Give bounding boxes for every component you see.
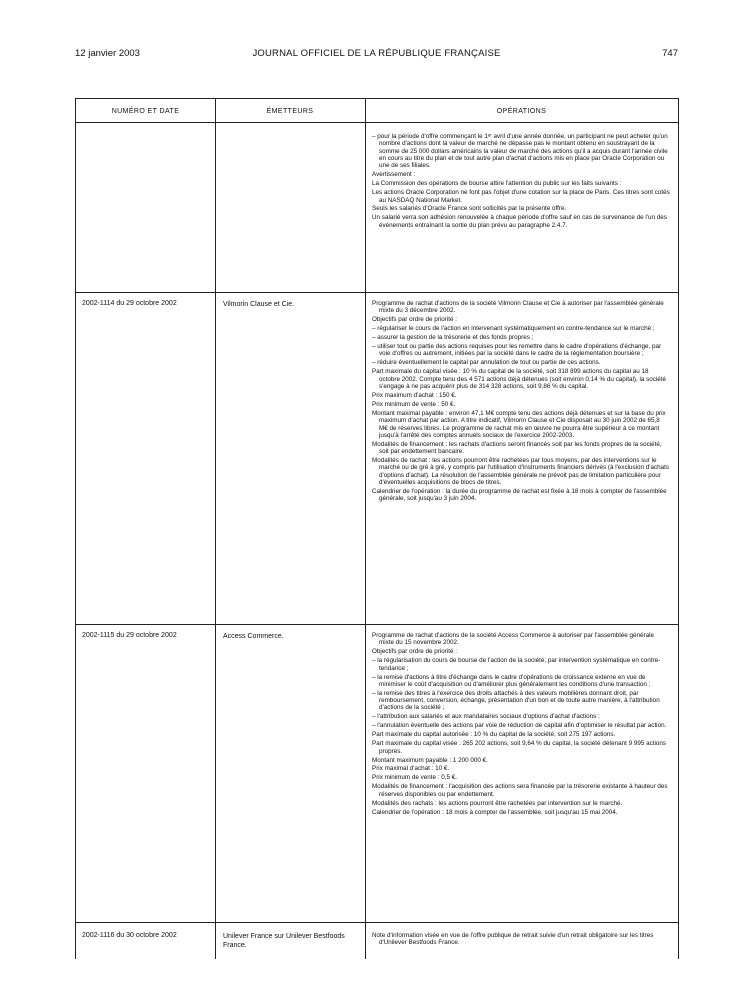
column-header-operations: OPÉRATIONS <box>496 108 547 115</box>
column-divider <box>215 99 216 959</box>
page-number: 747 <box>662 48 678 59</box>
operation-paragraph: Objectifs par ordre de priorité : <box>372 316 458 324</box>
journal-title: JOURNAL OFFICIEL DE LA RÉPUBLIQUE FRANÇAISE <box>252 48 501 59</box>
header-date: 12 janvier 2003 <box>75 48 140 59</box>
operation-paragraph: – régulariser le cours de l'action en intervenant systématiquement en contre-tendance sur le marché ; <box>372 325 655 333</box>
operation-paragraph: Avertissement : <box>372 171 416 179</box>
operation-paragraph: Prix maximal d'achat : 10 €. <box>372 765 450 773</box>
row-emitter: Vilmorin Clause et Cie. <box>223 301 295 308</box>
operation-paragraph: Calendrier de l'opération : 18 mois à compter de l'assemblée, soit jusqu'au 15 mai 2004. <box>372 808 618 816</box>
operation-paragraph: – utiliser tout ou partie des actions requises pour les remettre dans le cadre d'opérations d'échange, par voie d'offres ou autrement, initiées par la société dans le cadre de la réglementation boursière ; <box>372 343 662 358</box>
row-number-date: 2002-1115 du 29 octobre 2002 <box>82 632 177 639</box>
operations-cell <box>372 632 670 817</box>
operation-paragraph: – l'attribution aux salariés et aux mandataires sociaux d'options d'achat d'actions ; <box>372 713 600 721</box>
operation-paragraph: Note d'information visée en vue de l'offre publique de retrait suivie d'un retrait obligatoire sur les titres d'Unilever Bestfoods France. <box>372 932 654 947</box>
operation-paragraph: Modalités de financement : les rachats d'actions seront financés soit par les fonds propres de la société, soit par endettement bancaire. <box>372 440 662 456</box>
operation-paragraph: – l'annulation éventuelle des actions par voie de réduction de capital afin d'optimiser le résultat par action. <box>372 722 667 730</box>
operation-paragraph: – la remise d'actions à titre d'échange dans le cadre d'opérations de croissance externe en vue de minimiser le coût d'acquisition ou d'améliorer plus généralement les conditions d'une transaction ; <box>372 673 651 688</box>
operation-paragraph: Montant maximal payable : environ 47,1 M€ compte tenu des actions déjà détenues et sur la base du prix maximum d'achat par action. A titre indicatif, Vilmorin Clause et Cie disposait au 30 juin 2002 de 65,8 M€ de réserves libres. Le programme de rachat mis en œuvre ne pourra être supérieur à ce montant jusqu'à l'arrêté des comptes annuels sociaux de l'exercice 2002-2003. <box>372 409 666 439</box>
operation-paragraph: – assurer la gestion de la trésorerie et des fonds propres ; <box>372 334 534 342</box>
operation-paragraph: La Commission des opérations de bourse attire l'attention du public sur les faits suivants : <box>372 180 622 188</box>
operations-table <box>75 98 679 959</box>
operation-paragraph: Programme de rachat d'actions de la société Access Commerce à autoriser par l'assemblée générale mixte du 15 novembre 2002. <box>372 632 655 647</box>
operations-cell <box>372 300 670 504</box>
operation-paragraph: Part maximale du capital visée : 265 202 actions, soit 9,64 % du capital, la société détenant 9 995 actions propres. <box>372 740 667 755</box>
row-rule <box>76 624 678 625</box>
column-header-emitters: ÉMETTEURS <box>266 108 314 115</box>
operation-paragraph: Prix minimum de vente : 0,5 €. <box>372 774 458 782</box>
operation-paragraph: Prix maximum d'achat : 150 €. <box>372 391 457 399</box>
header-rule <box>76 122 678 123</box>
row-number-date: 2002-1114 du 29 octobre 2002 <box>82 300 177 307</box>
operation-paragraph: – la régularisation du cours de bourse de l'action de la société, par intervention systématique en contre-tendance ; <box>372 657 661 672</box>
operation-paragraph: Prix minimum de vente : 50 €. <box>372 400 456 408</box>
operation-paragraph: Les actions Oracle Corporation ne font pas l'objet d'une cotation sur la place de Paris. Ces titres sont cotés au NASDAQ National Market. <box>372 189 670 204</box>
operation-paragraph: Modalités de rachat : les actions pourront être rachetées par tous moyens, par des interventions sur le marché ou de gré à gré, y compris par l'utilisation d'instruments financiers dérivés (à l'exclusion d'achats d'options d'achat). La résolution de l'assemblée générale ne prévoit pas de limitation particulière pour d'éventuelles acquisitions de blocs de titres. <box>372 457 670 487</box>
row-emitter: Access Commerce. <box>223 633 284 640</box>
row-emitter: Unilever France sur Unilever Bestfoods France. <box>223 933 345 949</box>
operations-cell <box>372 133 670 231</box>
operations-cell <box>372 932 670 948</box>
operation-paragraph: Un salarié verra son adhésion renouvelée à chaque période d'offre sauf en cas de survenance de l'un des événements entraînant la sortie du plan prévu au paragraphe 2.4.7. <box>372 214 667 229</box>
row-number-date: 2002-1116 du 30 octobre 2002 <box>82 932 177 939</box>
operation-paragraph: Calendrier de l'opération : la durée du programme de rachat est fixée à 18 mois à compter de l'assemblée générale, soit jusqu'au 3 juin 2004. <box>372 488 667 503</box>
operation-paragraph: – pour la période d'offre commençant le 1ᵉʳ avril d'une année donnée, un participant ne peut acheter qu'un nombre d'actions dont la valeur de marché ne dépasse pas le montant obtenu en soustrayant de la somme de 25 000 dollars américains la valeur de marché des actions qu'il a acquis durant l'année civile en cours au titre du plan et de tout autre plan d'achat d'actions mis en place par Oracle Corporation ou une de ses filiales. <box>372 133 668 170</box>
operation-paragraph: Part maximale du capital autorisée : 10 % du capital de la société, soit 275 197 actions. <box>372 731 616 739</box>
operation-paragraph: Objectifs par ordre de priorité : <box>372 648 458 656</box>
operation-paragraph: – la remise des titres à l'exercice des droits attachés à des valeurs mobilières donnant droit, par remboursement, conversion, échange, présentation d'un bon et de toute autre manière, à l'attribution d'actions de la société ; <box>372 689 660 712</box>
operation-paragraph: – réduire éventuellement le capital par annulation de tout ou partie de ces actions. <box>372 359 601 367</box>
row-rule <box>76 292 678 293</box>
operation-paragraph: Modalités de financement : l'acquisition des actions sera financée par la trésorerie existante à hauteur des réserves disponibles ou par endettement. <box>372 783 668 798</box>
column-header-number-date: NUMÉRO ET DATE <box>111 108 180 115</box>
column-divider <box>365 99 366 959</box>
row-rule <box>76 922 678 923</box>
operation-paragraph: Seuls les salariés d'Oracle France sont sollicités par la présente offre. <box>372 205 567 213</box>
operation-paragraph: Part maximale du capital visée : 10 % du capital de la société, soit 318 899 actions du capital au 18 octobre 2002. Compte tenu des 4 571 actions déjà détenues (soit environ 0,14 % du capital), la société s'engage à ne pas acquérir plus de 314 328 actions, soit 9,86 % du capital. <box>372 368 667 390</box>
operation-paragraph: Programme de rachat d'actions de la société Vilmorin Clause et Cie à autoriser par l'assemblée générale mixte du 3 décembre 2002. <box>372 300 664 315</box>
running-header <box>75 48 678 62</box>
operation-paragraph: Montant maximum payable : 1 200 000 €. <box>372 756 488 764</box>
operation-paragraph: Modalités des rachats : les actions pourront être rachetées par intervention sur le marché. <box>372 799 623 807</box>
